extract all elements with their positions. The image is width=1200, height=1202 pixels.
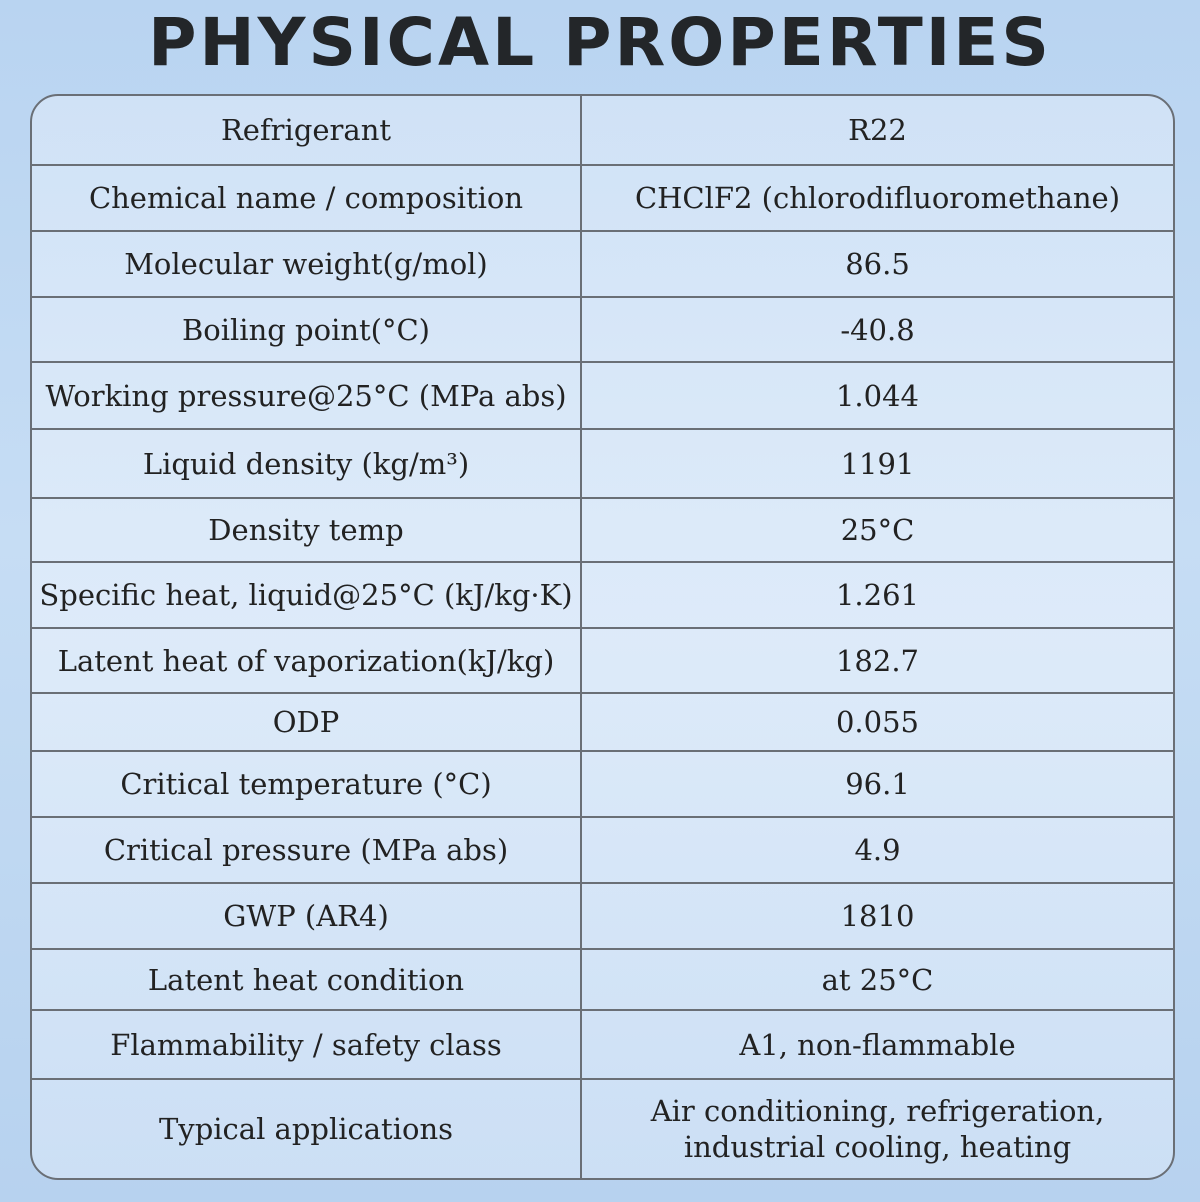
property-name: Critical temperature (°C) xyxy=(32,751,581,817)
property-name: Refrigerant xyxy=(32,96,581,165)
property-value: 1.261 xyxy=(581,562,1173,628)
table-row xyxy=(32,562,1173,628)
property-value: 1191 xyxy=(581,429,1173,498)
property-name: Chemical name / composition xyxy=(32,165,581,231)
table-row xyxy=(32,1079,1173,1178)
property-name: Molecular weight(g/mol) xyxy=(32,231,581,297)
property-value: -40.8 xyxy=(581,297,1173,362)
property-value: 96.1 xyxy=(581,751,1173,817)
property-name: ODP xyxy=(32,693,581,751)
property-name: Latent heat of vaporization(kJ/kg) xyxy=(32,628,581,693)
table-row xyxy=(32,297,1173,362)
table-row xyxy=(32,883,1173,949)
property-name: Flammability / safety class xyxy=(32,1010,581,1079)
table-row xyxy=(32,628,1173,693)
property-name: Working pressure@25°C (MPa abs) xyxy=(32,362,581,429)
property-name: Critical pressure (MPa abs) xyxy=(32,817,581,883)
value-line: Air conditioning, refrigeration, xyxy=(650,1094,1105,1128)
property-value: A1, non-flammable xyxy=(581,1010,1173,1079)
property-name: Typical applications xyxy=(32,1079,581,1178)
table-row xyxy=(32,817,1173,883)
table-row xyxy=(32,231,1173,297)
property-value: at 25°C xyxy=(581,949,1173,1010)
property-value: 86.5 xyxy=(581,231,1173,297)
property-name: Boiling point(°C) xyxy=(32,297,581,362)
property-value: 182.7 xyxy=(581,628,1173,693)
value-line: industrial cooling, heating xyxy=(683,1130,1072,1164)
table-row xyxy=(32,429,1173,498)
property-value: R22 xyxy=(581,96,1173,165)
table-row xyxy=(32,751,1173,817)
table-row xyxy=(32,498,1173,562)
table-row xyxy=(32,362,1173,429)
properties-table xyxy=(30,94,1175,1180)
table-row xyxy=(32,1010,1173,1079)
property-value: 1810 xyxy=(581,883,1173,949)
table-row xyxy=(32,949,1173,1010)
table-row xyxy=(32,165,1173,231)
page-title: PHYSICAL PROPERTIES xyxy=(148,4,1052,81)
property-name: GWP (AR4) xyxy=(32,883,581,949)
property-value: 1.044 xyxy=(581,362,1173,429)
property-value: 4.9 xyxy=(581,817,1173,883)
property-name: Liquid density (kg/m³) xyxy=(32,429,581,498)
property-value: 25°C xyxy=(581,498,1173,562)
table-row xyxy=(32,693,1173,751)
table-row xyxy=(32,96,1173,165)
property-value: 0.055 xyxy=(581,693,1173,751)
property-name: Latent heat condition xyxy=(32,949,581,1010)
property-value: CHClF2 (chlorodifluoromethane) xyxy=(581,165,1173,231)
property-value xyxy=(581,1079,1173,1178)
property-name: Density temp xyxy=(32,498,581,562)
property-name: Specific heat, liquid@25°C (kJ/kg·K) xyxy=(32,562,581,628)
